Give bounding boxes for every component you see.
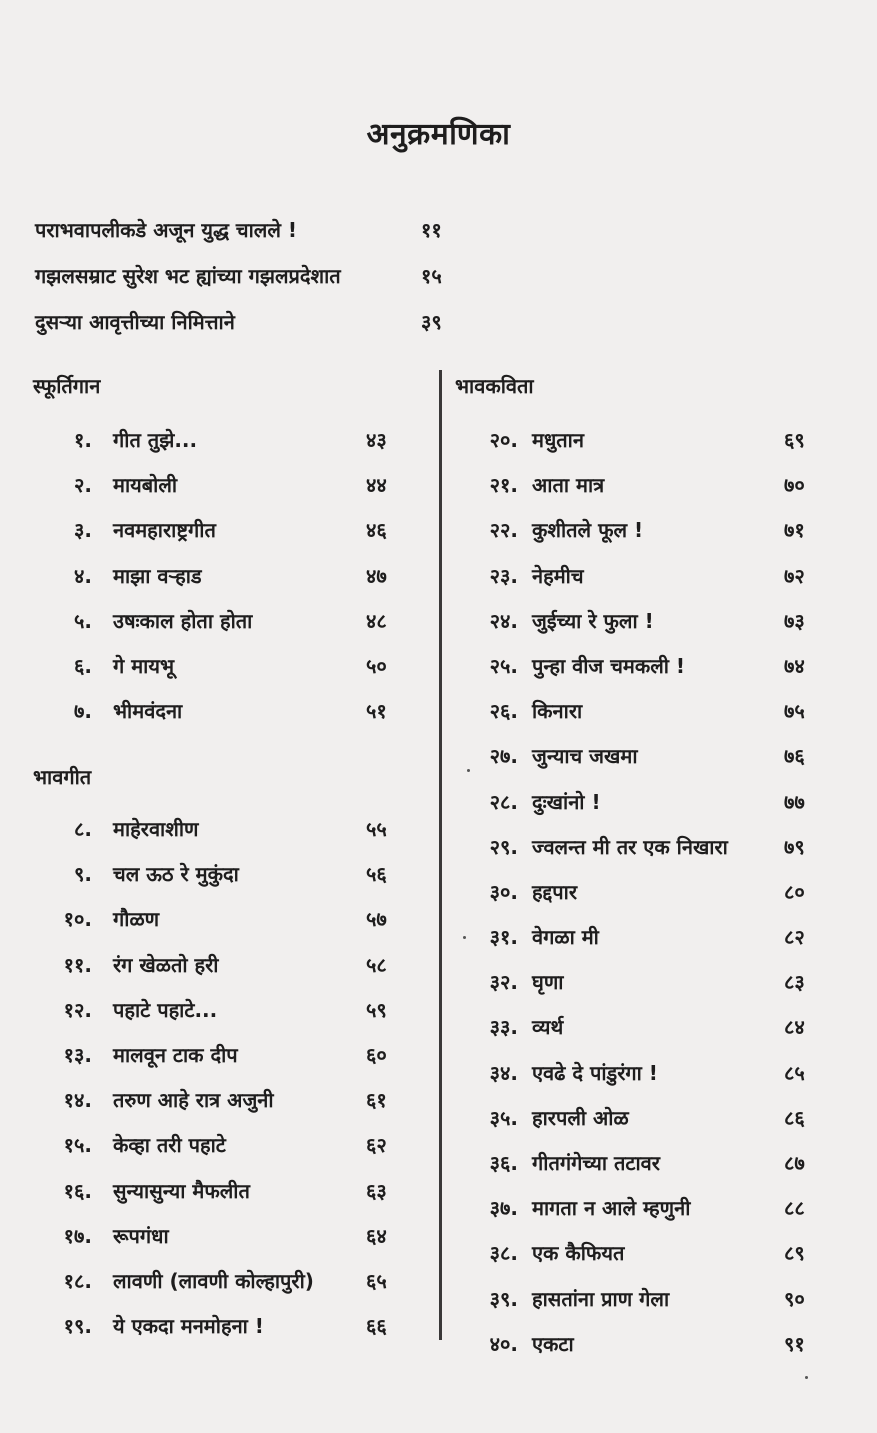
entry-title: कुशीतले फूल ! — [532, 518, 644, 543]
paper-speck — [805, 1376, 808, 1379]
entry-number: २७. — [489, 744, 518, 769]
entry-page: ६४ — [366, 1223, 387, 1248]
entry-page: ५८ — [366, 952, 387, 977]
entry-title: ज्वलन्त मी तर एक निखारा — [532, 834, 728, 859]
page-title: अनुक्रमणिका — [366, 117, 511, 152]
entry-page: ६२ — [366, 1133, 387, 1158]
entry-title: पुन्हा वीज चमकली ! — [532, 653, 686, 678]
prelim-row[interactable] — [35, 214, 465, 260]
entry-title: मायबोली — [113, 473, 178, 498]
entry-number: ३३. — [489, 1015, 518, 1040]
entry-number: १६. — [63, 1178, 92, 1203]
entry-number: १२. — [63, 997, 92, 1022]
entry-page: ५६ — [366, 862, 387, 887]
entry-number: ३७. — [489, 1196, 518, 1221]
entry-number: २२. — [489, 518, 518, 543]
entry-title: जुईच्या रे फुला ! — [532, 608, 654, 633]
entry-page: ५० — [366, 653, 387, 678]
entry-title: एवढे दे पांडुरंगा ! — [532, 1060, 658, 1085]
entry-number: ३२. — [489, 970, 518, 995]
entry-page: ८७ — [784, 1151, 805, 1175]
entry-title: उषःकाल होता होता — [113, 608, 253, 633]
entry-page: ७६ — [784, 744, 805, 769]
section-heading-sphurtigaan: स्फूर्तिगान — [33, 374, 101, 398]
entry-page: ८२ — [784, 925, 805, 950]
column-divider — [439, 370, 442, 1340]
entry-title: भीमवंदना — [113, 699, 183, 724]
entry-title: गे मायभू — [113, 653, 175, 678]
entry-title: रंग खेळतो हरी — [113, 952, 219, 977]
entry-number: ४०. — [489, 1331, 518, 1356]
prelim-page: ३९ — [421, 310, 442, 334]
entry-page: ७३ — [784, 608, 805, 633]
entry-page: ८० — [784, 879, 805, 904]
entry-title: गौळण — [113, 907, 160, 932]
paper-speck — [463, 936, 466, 939]
entry-title: दुःखांनो ! — [532, 789, 601, 814]
entry-page: ७७ — [784, 789, 805, 814]
entry-number: ६. — [74, 653, 92, 678]
entry-page: ६६ — [366, 1314, 387, 1339]
entry-number: ३८. — [489, 1241, 518, 1266]
entry-title: आता मात्र — [532, 473, 605, 498]
entry-page: ७२ — [784, 563, 805, 588]
prelim-row[interactable] — [35, 260, 465, 306]
entry-number: १८. — [63, 1268, 92, 1293]
entry-page: ४४ — [366, 473, 387, 498]
entry-title: एक कैफियत — [532, 1241, 625, 1266]
entry-page: ६३ — [366, 1178, 387, 1203]
entry-page: ६५ — [366, 1268, 387, 1293]
entry-title: गीत तुझे... — [113, 428, 198, 452]
entry-title: ये एकदा मनमोहना ! — [113, 1314, 264, 1339]
entry-number: २. — [74, 473, 92, 498]
entry-number: ३. — [74, 518, 92, 543]
entry-number: २४. — [489, 608, 518, 633]
entry-page: ८६ — [784, 1105, 805, 1130]
entry-title: माझा वऱ्हाड — [113, 563, 202, 588]
entry-page: ७० — [784, 473, 805, 498]
entry-title: व्यर्थ — [532, 1015, 564, 1040]
entry-number: ३५. — [489, 1105, 518, 1130]
entry-number: २६. — [489, 699, 518, 724]
entry-title: हद्दपार — [532, 879, 578, 904]
entry-page: ८८ — [784, 1196, 805, 1221]
entry-title: मालवून टाक दीप — [113, 1042, 238, 1067]
entry-page: ८३ — [784, 970, 805, 995]
entry-title: वेगळा मी — [532, 925, 599, 950]
entry-page: ५९ — [366, 997, 387, 1022]
entry-number: २९. — [489, 834, 518, 859]
preliminaries-list — [35, 214, 465, 352]
section-heading-bhavgeet: भावगीत — [33, 765, 92, 789]
entry-title: नवमहाराष्ट्रगीत — [113, 518, 216, 543]
entry-number: ३६. — [489, 1151, 518, 1175]
prelim-title: दुसऱ्या आवृत्तीच्या निमित्ताने — [35, 310, 235, 334]
entry-title: केव्हा तरी पहाटे — [113, 1133, 226, 1158]
entry-page: ७९ — [784, 834, 805, 859]
entry-number: १०. — [63, 907, 92, 932]
entry-page: ६१ — [366, 1088, 387, 1113]
entry-number: ३९. — [489, 1286, 518, 1311]
entry-number: ३१. — [489, 925, 518, 950]
entry-title: सुन्यासुन्या मैफलीत — [113, 1178, 250, 1203]
entry-title: जुन्याच जखमा — [532, 744, 638, 769]
entry-number: ११. — [63, 952, 92, 977]
prelim-page: १५ — [421, 264, 442, 288]
entry-number: ७. — [74, 699, 92, 724]
entry-page: ५१ — [366, 699, 387, 724]
entry-page: ४८ — [366, 608, 387, 633]
entry-title: घृणा — [532, 970, 564, 995]
entry-page: ४६ — [366, 518, 387, 543]
entry-title: किनारा — [532, 699, 583, 724]
entry-title: नेहमीच — [532, 563, 584, 588]
entry-number: २३. — [489, 563, 518, 588]
entry-title: माहेरवाशीण — [113, 817, 199, 841]
entry-number: १५. — [63, 1133, 92, 1158]
entry-number: ९. — [74, 862, 92, 887]
entry-number: १३. — [63, 1042, 92, 1067]
entry-number: ३४. — [489, 1060, 518, 1085]
entry-number: ५. — [74, 608, 92, 633]
entry-page: ७५ — [784, 699, 805, 724]
entry-page: ८५ — [784, 1060, 805, 1085]
entry-page: ७४ — [784, 653, 805, 678]
section-heading-bhavkavita: भावकविता — [455, 374, 534, 398]
entry-page: ८४ — [784, 1015, 805, 1040]
entry-number: १४. — [63, 1088, 92, 1113]
entry-page: ९० — [784, 1286, 805, 1311]
entry-number: २८. — [489, 789, 518, 814]
entry-page: ७१ — [784, 518, 805, 543]
entry-page: ४७ — [366, 563, 387, 588]
entry-title: तरुण आहे रात्र अजुनी — [113, 1088, 274, 1113]
entry-number: १९. — [63, 1314, 92, 1339]
entry-number: १. — [74, 428, 92, 452]
entry-number: ८. — [74, 817, 92, 841]
entry-title: हासतांना प्राण गेला — [532, 1286, 670, 1311]
entry-page: ५५ — [366, 817, 387, 841]
entry-title: हारपली ओळ — [532, 1105, 629, 1130]
entry-number: २०. — [489, 428, 518, 452]
entry-title: रूपगंधा — [113, 1223, 169, 1248]
entry-title: मागता न आले म्हणुनी — [532, 1196, 691, 1221]
entry-page: ९१ — [784, 1331, 805, 1356]
entry-number: २१. — [489, 473, 518, 498]
prelim-row[interactable] — [35, 306, 465, 352]
entry-page: ८९ — [784, 1241, 805, 1266]
entry-title: चल ऊठ रे मुकुंदा — [113, 862, 239, 887]
entry-number: २५. — [489, 653, 518, 678]
entry-number: ४. — [74, 563, 92, 588]
paper-speck — [467, 769, 470, 772]
entry-title: गीतगंगेच्या तटावर — [532, 1151, 660, 1175]
entry-page: ५७ — [366, 907, 387, 932]
prelim-title: गझलसम्राट सुरेश भट ह्यांच्या गझलप्रदेशात — [35, 264, 341, 288]
prelim-page: ११ — [421, 218, 442, 242]
entry-number: ३०. — [489, 879, 518, 904]
entry-title: एकटा — [532, 1331, 574, 1356]
entry-title: लावणी (लावणी कोल्हापुरी) — [113, 1268, 314, 1293]
entry-title: मधुतान — [532, 428, 584, 452]
entry-page: ६९ — [784, 428, 805, 452]
entry-number: १७. — [63, 1223, 92, 1248]
entry-title: पहाटे पहाटे... — [113, 997, 218, 1022]
entry-page: ६० — [366, 1042, 387, 1067]
entry-page: ४३ — [366, 428, 387, 452]
prelim-title: पराभवापलीकडे अजून युद्ध चालले ! — [35, 218, 298, 242]
